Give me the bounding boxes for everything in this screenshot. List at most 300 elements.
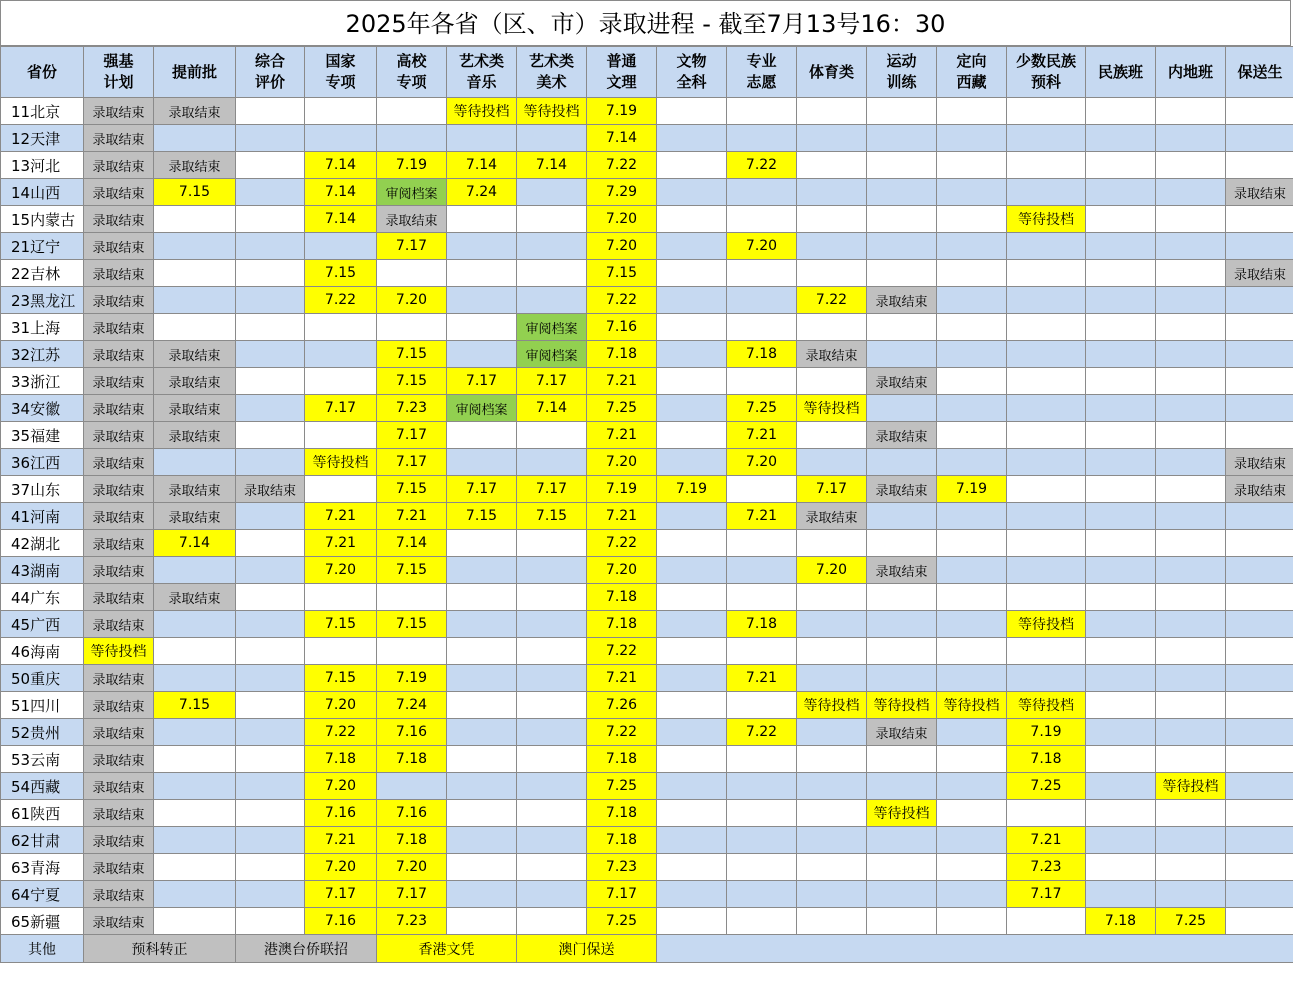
status-cell[interactable]	[1226, 206, 1293, 233]
province-cell[interactable]: 13河北	[1, 152, 84, 179]
status-cell[interactable]	[1226, 314, 1293, 341]
status-cell[interactable]: 7.14	[517, 395, 587, 422]
status-cell[interactable]	[1007, 449, 1086, 476]
status-cell[interactable]	[797, 233, 867, 260]
status-cell[interactable]: 7.20	[587, 206, 657, 233]
status-cell[interactable]	[377, 773, 447, 800]
status-cell[interactable]	[517, 773, 587, 800]
status-cell[interactable]: 7.22	[587, 638, 657, 665]
status-cell[interactable]	[517, 692, 587, 719]
status-cell[interactable]	[1086, 314, 1156, 341]
status-cell[interactable]: 7.15	[517, 503, 587, 530]
status-cell[interactable]	[236, 287, 305, 314]
province-cell[interactable]: 61陕西	[1, 800, 84, 827]
status-cell[interactable]	[377, 638, 447, 665]
status-cell[interactable]	[727, 557, 797, 584]
status-cell[interactable]: 录取结束	[84, 476, 154, 503]
status-cell[interactable]	[1086, 125, 1156, 152]
status-cell[interactable]: 7.18	[1086, 908, 1156, 935]
status-cell[interactable]: 7.22	[797, 287, 867, 314]
status-cell[interactable]: 录取结束	[867, 557, 937, 584]
status-cell[interactable]: 7.15	[305, 611, 377, 638]
status-cell[interactable]	[447, 422, 517, 449]
province-cell[interactable]: 37山东	[1, 476, 84, 503]
status-cell[interactable]	[1086, 98, 1156, 125]
status-cell[interactable]: 7.17	[305, 395, 377, 422]
status-cell[interactable]	[797, 449, 867, 476]
province-cell[interactable]: 45广西	[1, 611, 84, 638]
status-cell[interactable]: 7.17	[517, 368, 587, 395]
status-cell[interactable]: 7.22	[587, 719, 657, 746]
status-cell[interactable]	[305, 341, 377, 368]
status-cell[interactable]	[867, 611, 937, 638]
status-cell[interactable]: 7.25	[587, 908, 657, 935]
footer-item[interactable]: 香港文凭	[377, 935, 517, 963]
status-cell[interactable]: 7.21	[727, 503, 797, 530]
status-cell[interactable]	[1226, 584, 1293, 611]
status-cell[interactable]: 7.21	[727, 665, 797, 692]
status-cell[interactable]	[517, 908, 587, 935]
status-cell[interactable]: 录取结束	[154, 422, 236, 449]
status-cell[interactable]: 等待投档	[84, 638, 154, 665]
status-cell[interactable]	[727, 638, 797, 665]
status-cell[interactable]	[1156, 476, 1226, 503]
status-cell[interactable]	[937, 854, 1007, 881]
status-cell[interactable]	[517, 638, 587, 665]
status-cell[interactable]: 7.18	[305, 746, 377, 773]
status-cell[interactable]	[447, 719, 517, 746]
status-cell[interactable]: 录取结束	[867, 368, 937, 395]
status-cell[interactable]	[236, 125, 305, 152]
status-cell[interactable]: 录取结束	[84, 395, 154, 422]
status-cell[interactable]	[154, 611, 236, 638]
status-cell[interactable]	[657, 449, 727, 476]
status-cell[interactable]	[867, 395, 937, 422]
status-cell[interactable]	[305, 368, 377, 395]
status-cell[interactable]	[1156, 422, 1226, 449]
status-cell[interactable]	[657, 746, 727, 773]
status-cell[interactable]	[727, 476, 797, 503]
status-cell[interactable]: 7.15	[377, 557, 447, 584]
status-cell[interactable]	[154, 800, 236, 827]
status-cell[interactable]	[797, 719, 867, 746]
status-cell[interactable]	[305, 98, 377, 125]
status-cell[interactable]	[1226, 665, 1293, 692]
status-cell[interactable]	[1156, 665, 1226, 692]
status-cell[interactable]: 录取结束	[154, 341, 236, 368]
status-cell[interactable]	[867, 341, 937, 368]
status-cell[interactable]	[937, 125, 1007, 152]
status-cell[interactable]: 7.15	[305, 260, 377, 287]
status-cell[interactable]	[797, 314, 867, 341]
status-cell[interactable]	[657, 368, 727, 395]
status-cell[interactable]	[1156, 179, 1226, 206]
province-cell[interactable]: 42湖北	[1, 530, 84, 557]
status-cell[interactable]	[447, 746, 517, 773]
status-cell[interactable]: 7.20	[305, 773, 377, 800]
status-cell[interactable]: 7.15	[377, 368, 447, 395]
status-cell[interactable]	[1086, 503, 1156, 530]
status-cell[interactable]	[1226, 719, 1293, 746]
status-cell[interactable]	[447, 773, 517, 800]
status-cell[interactable]	[1226, 233, 1293, 260]
status-cell[interactable]: 7.18	[727, 611, 797, 638]
status-cell[interactable]	[1086, 449, 1156, 476]
status-cell[interactable]	[377, 98, 447, 125]
status-cell[interactable]	[1086, 233, 1156, 260]
province-cell[interactable]: 14山西	[1, 179, 84, 206]
status-cell[interactable]	[517, 179, 587, 206]
status-cell[interactable]	[657, 638, 727, 665]
status-cell[interactable]	[797, 368, 867, 395]
province-cell[interactable]: 35福建	[1, 422, 84, 449]
province-cell[interactable]: 23黑龙江	[1, 287, 84, 314]
province-cell[interactable]: 44广东	[1, 584, 84, 611]
status-cell[interactable]	[937, 530, 1007, 557]
status-cell[interactable]: 7.15	[305, 665, 377, 692]
status-cell[interactable]	[1156, 449, 1226, 476]
status-cell[interactable]: 7.15	[154, 692, 236, 719]
status-cell[interactable]	[1007, 557, 1086, 584]
status-cell[interactable]	[236, 584, 305, 611]
status-cell[interactable]	[797, 854, 867, 881]
status-cell[interactable]: 7.15	[447, 503, 517, 530]
status-cell[interactable]	[1156, 152, 1226, 179]
status-cell[interactable]: 录取结束	[84, 179, 154, 206]
status-cell[interactable]	[236, 854, 305, 881]
status-cell[interactable]	[937, 449, 1007, 476]
status-cell[interactable]	[236, 314, 305, 341]
status-cell[interactable]: 录取结束	[84, 530, 154, 557]
status-cell[interactable]	[517, 260, 587, 287]
status-cell[interactable]: 7.14	[447, 152, 517, 179]
status-cell[interactable]: 7.14	[154, 530, 236, 557]
status-cell[interactable]	[1156, 881, 1226, 908]
status-cell[interactable]	[797, 98, 867, 125]
status-cell[interactable]: 等待投档	[867, 800, 937, 827]
status-cell[interactable]	[797, 665, 867, 692]
status-cell[interactable]	[1086, 422, 1156, 449]
status-cell[interactable]	[937, 584, 1007, 611]
status-cell[interactable]	[797, 206, 867, 233]
status-cell[interactable]: 7.14	[587, 125, 657, 152]
status-cell[interactable]	[867, 746, 937, 773]
status-cell[interactable]: 7.19	[587, 476, 657, 503]
status-cell[interactable]	[1007, 179, 1086, 206]
status-cell[interactable]: 7.25	[587, 395, 657, 422]
province-cell[interactable]: 31上海	[1, 314, 84, 341]
status-cell[interactable]	[657, 314, 727, 341]
status-cell[interactable]	[657, 260, 727, 287]
province-cell[interactable]: 34安徽	[1, 395, 84, 422]
status-cell[interactable]	[1086, 773, 1156, 800]
status-cell[interactable]	[236, 638, 305, 665]
province-cell[interactable]: 52贵州	[1, 719, 84, 746]
province-cell[interactable]: 15内蒙古	[1, 206, 84, 233]
status-cell[interactable]	[937, 206, 1007, 233]
status-cell[interactable]	[1007, 125, 1086, 152]
status-cell[interactable]	[377, 584, 447, 611]
status-cell[interactable]: 7.17	[447, 476, 517, 503]
status-cell[interactable]	[867, 260, 937, 287]
status-cell[interactable]: 7.25	[587, 773, 657, 800]
status-cell[interactable]: 7.14	[305, 179, 377, 206]
status-cell[interactable]	[154, 746, 236, 773]
status-cell[interactable]	[154, 449, 236, 476]
status-cell[interactable]	[154, 638, 236, 665]
status-cell[interactable]: 等待投档	[797, 692, 867, 719]
status-cell[interactable]: 录取结束	[84, 692, 154, 719]
status-cell[interactable]: 录取结束	[797, 503, 867, 530]
status-cell[interactable]	[447, 638, 517, 665]
status-cell[interactable]	[937, 719, 1007, 746]
status-cell[interactable]: 7.17	[377, 449, 447, 476]
status-cell[interactable]: 审阅档案	[447, 395, 517, 422]
status-cell[interactable]	[1086, 476, 1156, 503]
status-cell[interactable]: 7.15	[154, 179, 236, 206]
status-cell[interactable]: 7.21	[587, 422, 657, 449]
status-cell[interactable]	[727, 314, 797, 341]
status-cell[interactable]	[1156, 368, 1226, 395]
status-cell[interactable]	[797, 746, 867, 773]
status-cell[interactable]	[517, 827, 587, 854]
status-cell[interactable]	[236, 503, 305, 530]
status-cell[interactable]: 录取结束	[154, 476, 236, 503]
province-cell[interactable]: 12天津	[1, 125, 84, 152]
status-cell[interactable]: 7.22	[727, 719, 797, 746]
status-cell[interactable]	[937, 611, 1007, 638]
status-cell[interactable]	[1086, 557, 1156, 584]
status-cell[interactable]	[657, 287, 727, 314]
status-cell[interactable]: 审阅档案	[517, 314, 587, 341]
status-cell[interactable]	[1156, 800, 1226, 827]
status-cell[interactable]: 录取结束	[84, 881, 154, 908]
status-cell[interactable]	[727, 800, 797, 827]
status-cell[interactable]	[447, 449, 517, 476]
status-cell[interactable]: 7.16	[587, 314, 657, 341]
status-cell[interactable]: 7.22	[727, 152, 797, 179]
province-cell[interactable]: 54西藏	[1, 773, 84, 800]
status-cell[interactable]	[447, 341, 517, 368]
status-cell[interactable]	[447, 530, 517, 557]
status-cell[interactable]: 7.16	[305, 908, 377, 935]
status-cell[interactable]: 等待投档	[447, 98, 517, 125]
status-cell[interactable]	[1007, 341, 1086, 368]
status-cell[interactable]	[305, 422, 377, 449]
status-cell[interactable]: 录取结束	[84, 341, 154, 368]
status-cell[interactable]	[447, 557, 517, 584]
status-cell[interactable]	[1086, 746, 1156, 773]
status-cell[interactable]	[1086, 719, 1156, 746]
status-cell[interactable]: 7.17	[1007, 881, 1086, 908]
status-cell[interactable]: 录取结束	[84, 314, 154, 341]
status-cell[interactable]	[1226, 125, 1293, 152]
status-cell[interactable]	[1226, 395, 1293, 422]
status-cell[interactable]	[1086, 854, 1156, 881]
status-cell[interactable]: 7.21	[587, 368, 657, 395]
status-cell[interactable]: 7.19	[657, 476, 727, 503]
status-cell[interactable]	[517, 287, 587, 314]
status-cell[interactable]	[657, 233, 727, 260]
status-cell[interactable]: 7.20	[587, 233, 657, 260]
status-cell[interactable]	[797, 800, 867, 827]
status-cell[interactable]	[517, 719, 587, 746]
status-cell[interactable]	[1226, 152, 1293, 179]
status-cell[interactable]	[154, 827, 236, 854]
status-cell[interactable]	[1007, 476, 1086, 503]
status-cell[interactable]	[727, 746, 797, 773]
status-cell[interactable]: 等待投档	[797, 395, 867, 422]
status-cell[interactable]	[727, 287, 797, 314]
province-cell[interactable]: 32江苏	[1, 341, 84, 368]
province-cell[interactable]: 41河南	[1, 503, 84, 530]
status-cell[interactable]: 录取结束	[797, 341, 867, 368]
status-cell[interactable]: 录取结束	[84, 773, 154, 800]
status-cell[interactable]	[1156, 584, 1226, 611]
status-cell[interactable]	[1226, 503, 1293, 530]
status-cell[interactable]	[657, 719, 727, 746]
status-cell[interactable]	[797, 773, 867, 800]
status-cell[interactable]	[447, 314, 517, 341]
status-cell[interactable]	[1086, 827, 1156, 854]
status-cell[interactable]	[867, 233, 937, 260]
status-cell[interactable]: 审阅档案	[517, 341, 587, 368]
status-cell[interactable]	[727, 125, 797, 152]
status-cell[interactable]: 7.18	[1007, 746, 1086, 773]
status-cell[interactable]	[1156, 854, 1226, 881]
status-cell[interactable]	[1226, 287, 1293, 314]
status-cell[interactable]	[517, 746, 587, 773]
status-cell[interactable]: 录取结束	[377, 206, 447, 233]
status-cell[interactable]	[937, 908, 1007, 935]
status-cell[interactable]	[1007, 800, 1086, 827]
status-cell[interactable]: 录取结束	[84, 422, 154, 449]
status-cell[interactable]: 7.18	[587, 800, 657, 827]
status-cell[interactable]	[236, 746, 305, 773]
status-cell[interactable]	[517, 233, 587, 260]
status-cell[interactable]	[1156, 638, 1226, 665]
status-cell[interactable]	[1156, 287, 1226, 314]
status-cell[interactable]: 录取结束	[154, 584, 236, 611]
status-cell[interactable]: 录取结束	[154, 98, 236, 125]
province-cell[interactable]: 62甘肃	[1, 827, 84, 854]
status-cell[interactable]: 录取结束	[236, 476, 305, 503]
status-cell[interactable]	[1086, 341, 1156, 368]
status-cell[interactable]	[867, 179, 937, 206]
status-cell[interactable]: 等待投档	[1007, 206, 1086, 233]
status-cell[interactable]	[657, 179, 727, 206]
status-cell[interactable]	[937, 827, 1007, 854]
status-cell[interactable]: 录取结束	[1226, 476, 1293, 503]
status-cell[interactable]	[1156, 395, 1226, 422]
status-cell[interactable]	[447, 611, 517, 638]
status-cell[interactable]	[154, 719, 236, 746]
status-cell[interactable]	[937, 98, 1007, 125]
status-cell[interactable]	[867, 530, 937, 557]
status-cell[interactable]	[937, 179, 1007, 206]
status-cell[interactable]	[447, 800, 517, 827]
status-cell[interactable]	[1156, 611, 1226, 638]
status-cell[interactable]: 等待投档	[937, 692, 1007, 719]
status-cell[interactable]: 7.22	[305, 287, 377, 314]
footer-item[interactable]: 澳门保送	[517, 935, 657, 963]
status-cell[interactable]	[305, 584, 377, 611]
status-cell[interactable]	[657, 854, 727, 881]
status-cell[interactable]: 7.21	[587, 665, 657, 692]
status-cell[interactable]	[937, 773, 1007, 800]
status-cell[interactable]	[1226, 773, 1293, 800]
status-cell[interactable]	[727, 179, 797, 206]
status-cell[interactable]: 录取结束	[84, 152, 154, 179]
province-cell[interactable]: 11北京	[1, 98, 84, 125]
status-cell[interactable]: 录取结束	[154, 368, 236, 395]
status-cell[interactable]	[1086, 179, 1156, 206]
status-cell[interactable]: 7.18	[377, 746, 447, 773]
status-cell[interactable]	[937, 287, 1007, 314]
status-cell[interactable]	[236, 530, 305, 557]
status-cell[interactable]: 7.23	[587, 854, 657, 881]
status-cell[interactable]: 7.15	[377, 341, 447, 368]
status-cell[interactable]	[1007, 260, 1086, 287]
status-cell[interactable]	[867, 638, 937, 665]
status-cell[interactable]	[1156, 260, 1226, 287]
status-cell[interactable]	[447, 908, 517, 935]
status-cell[interactable]: 录取结束	[154, 503, 236, 530]
status-cell[interactable]	[1007, 314, 1086, 341]
status-cell[interactable]: 录取结束	[1226, 260, 1293, 287]
province-cell[interactable]: 65新疆	[1, 908, 84, 935]
status-cell[interactable]	[797, 125, 867, 152]
status-cell[interactable]	[236, 98, 305, 125]
status-cell[interactable]: 7.19	[377, 152, 447, 179]
status-cell[interactable]	[517, 800, 587, 827]
status-cell[interactable]: 7.20	[305, 557, 377, 584]
province-cell[interactable]: 64宁夏	[1, 881, 84, 908]
status-cell[interactable]	[797, 179, 867, 206]
status-cell[interactable]: 7.23	[377, 908, 447, 935]
status-cell[interactable]	[1007, 503, 1086, 530]
status-cell[interactable]	[1007, 908, 1086, 935]
status-cell[interactable]	[657, 827, 727, 854]
status-cell[interactable]	[154, 854, 236, 881]
status-cell[interactable]	[937, 881, 1007, 908]
status-cell[interactable]	[1086, 287, 1156, 314]
province-cell[interactable]: 22吉林	[1, 260, 84, 287]
status-cell[interactable]	[657, 800, 727, 827]
status-cell[interactable]	[1007, 395, 1086, 422]
status-cell[interactable]	[1156, 557, 1226, 584]
status-cell[interactable]: 7.18	[587, 341, 657, 368]
status-cell[interactable]	[1226, 746, 1293, 773]
status-cell[interactable]	[1007, 530, 1086, 557]
status-cell[interactable]	[447, 125, 517, 152]
status-cell[interactable]	[727, 98, 797, 125]
status-cell[interactable]: 7.20	[587, 557, 657, 584]
status-cell[interactable]	[797, 584, 867, 611]
status-cell[interactable]: 等待投档	[1156, 773, 1226, 800]
status-cell[interactable]: 录取结束	[84, 611, 154, 638]
status-cell[interactable]: 7.26	[587, 692, 657, 719]
status-cell[interactable]: 录取结束	[867, 422, 937, 449]
status-cell[interactable]	[1156, 692, 1226, 719]
status-cell[interactable]	[154, 260, 236, 287]
status-cell[interactable]	[236, 611, 305, 638]
status-cell[interactable]: 7.21	[305, 530, 377, 557]
status-cell[interactable]: 录取结束	[1226, 179, 1293, 206]
status-cell[interactable]	[1086, 692, 1156, 719]
province-cell[interactable]: 51四川	[1, 692, 84, 719]
status-cell[interactable]	[236, 152, 305, 179]
